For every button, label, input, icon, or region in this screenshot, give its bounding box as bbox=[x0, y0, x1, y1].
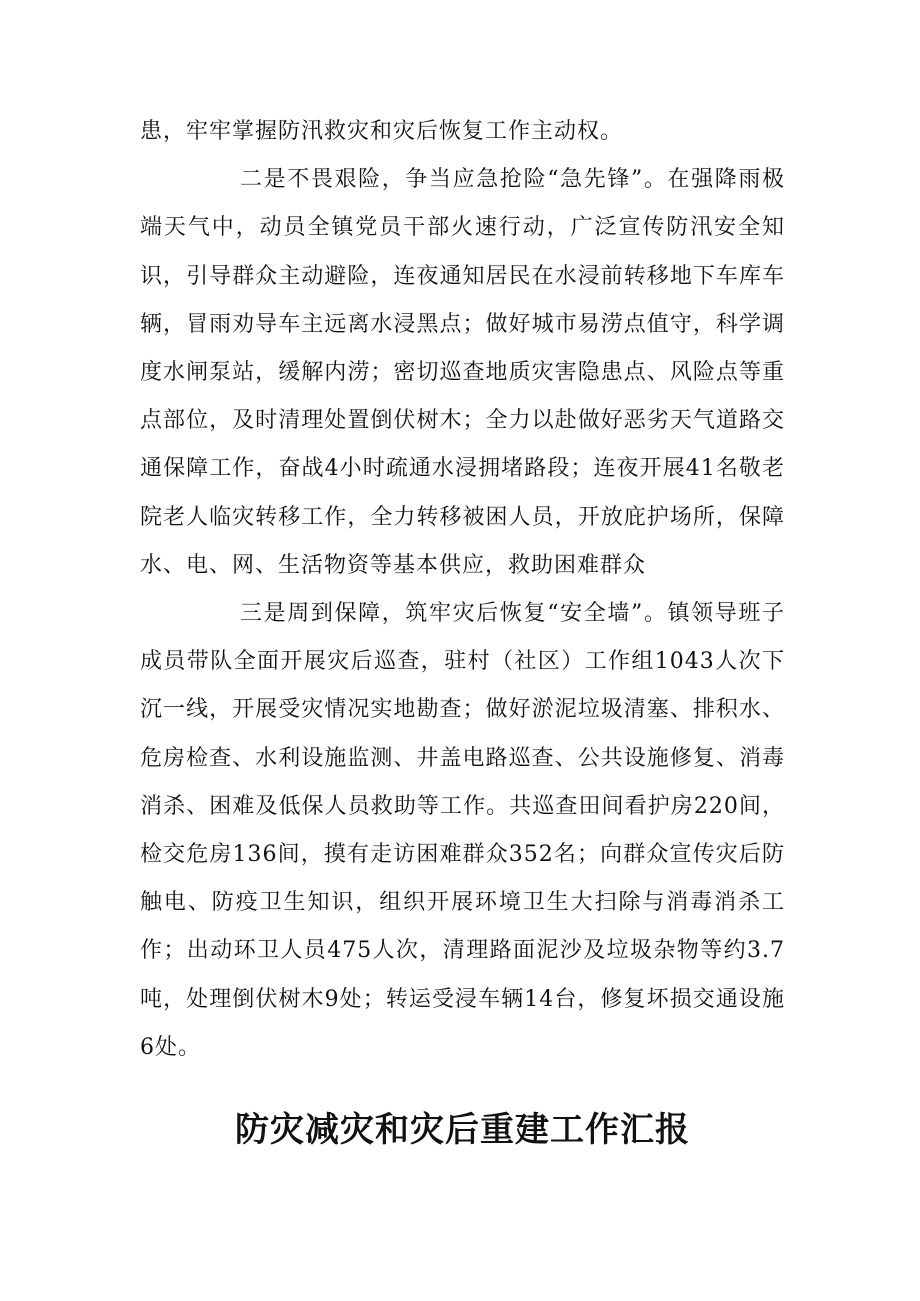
paragraph-post-disaster-recovery: 三是周到保障，筑牢灾后恢复“安全墙”。镇领导班子成员带队全面开展灾后巡查，驻村（社区）工作组1043人次下沉一线，开展受灾情况实地勘查；做好淤泥垃圾清塞、排积水、危房检查、水利设施监测、井盖电路巡查、公共设施修复、消毒消杀、困难及低保人员救助等工作。共巡查田间看护房220间，检交危房136间，摸有走访困难群众352名；向群众宣传灾后防触电、防疫卫生知识，组织开展环境卫生大扫除与消毒消杀工作；出动环卫人员475人次，清理路面泥沙及垃圾杂物等约3.7吨，处理倒伏树木9处；转运受浸车辆14台，修复坏损交通设施6处。 bbox=[140, 601, 785, 1060]
document-body bbox=[140, 108, 785, 1072]
document-title: 防灾减灾和灾后重建工作汇报 bbox=[235, 1110, 690, 1150]
paragraph-emergency-rescue: 二是不畏艰险，争当应急抢险“急先锋”。在强降雨极端天气中，动员全镇党员干部火速行动，广泛宣传防汛安全知识，引导群众主动避险，连夜通知居民在水浸前转移地下车库车辆，冒雨劝导车主远离水浸黑点；做好城市易涝点值守，科学调度水闸泵站，缓解内涝；密切巡查地质灾害隐患点、风险点等重点部位，及时清理处置倒伏树木；全力以赴做好恶劣天气道路交通保障工作，奋战4小时疏通水浸拥堵路段；连夜开展41名敬老院老人临灾转移工作，全力转移被困人员，开放庇护场所，保障水、电、网、生活物资等基本供应，救助困难群众 bbox=[140, 167, 785, 578]
paragraph-continuation: 患，牢牢掌握防汛救灾和灾后恢复工作主动权。 bbox=[140, 119, 624, 144]
